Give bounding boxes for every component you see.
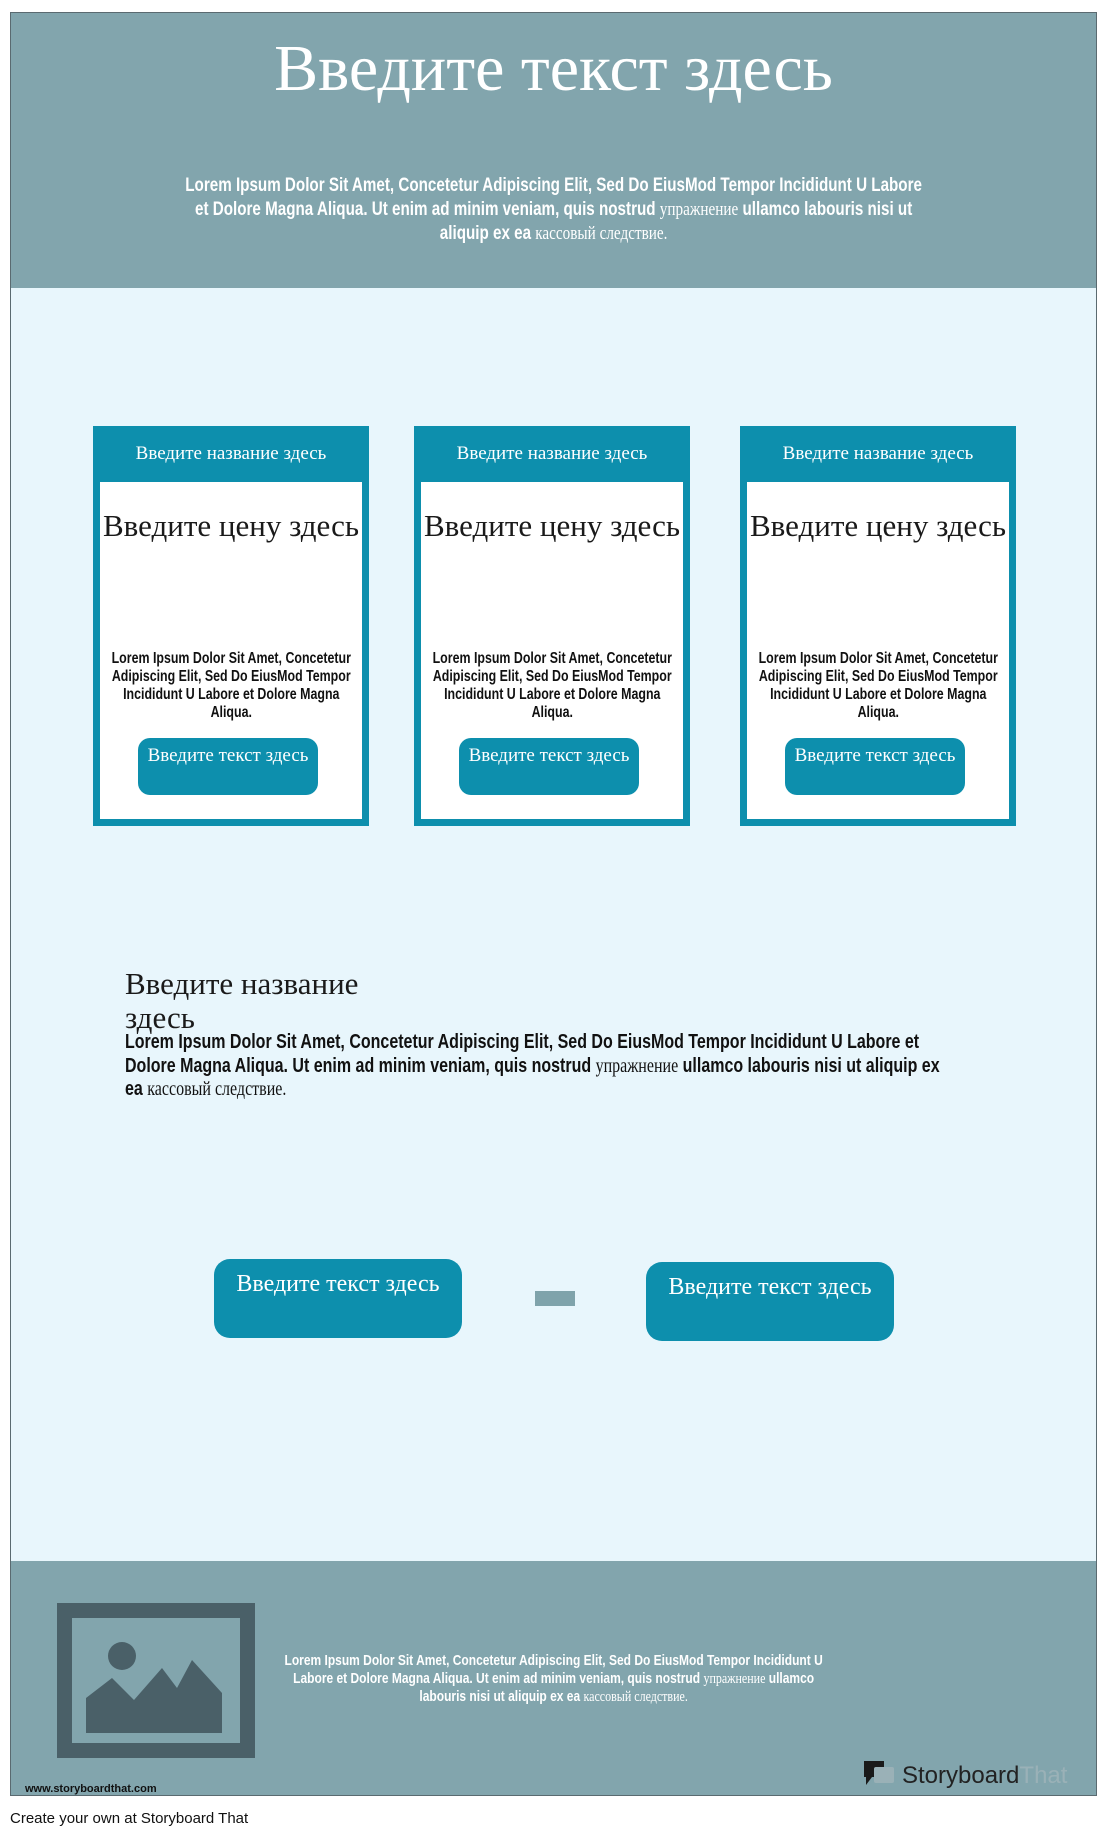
card-description: Lorem Ipsum Dolor Sit Amet, Concetetur Adipiscing Elit, Sed Do EiusMod Tempor Incididunt U Labore et Dolore Magna Aliqua. [758, 650, 998, 721]
header-subtitle-bold-2: ullamco labouris nisi ut aliquip ex ea [439, 199, 913, 244]
card-price: Введите цену здесь [103, 508, 359, 543]
header-subtitle-bold-1: Lorem Ipsum Dolor Sit Amet, Concetetur Adipiscing Elit, Sed Do EiusMod Tempor Incididunt U Labore et Dolore Magna Aliqua. Ut enim ad minim veniam, quis nostrud [185, 175, 922, 220]
section-body [125, 1031, 985, 1102]
card-button[interactable]: Введите текст здесь [785, 738, 965, 795]
card-title: Введите название здесь [93, 426, 369, 482]
card-description: Lorem Ipsum Dolor Sit Amet, Concetetur Adipiscing Elit, Sed Do EiusMod Tempor Incididunt U Labore et Dolore Magna Aliqua. [111, 650, 351, 721]
card-description: Lorem Ipsum Dolor Sit Amet, Concetetur Adipiscing Elit, Sed Do EiusMod Tempor Incididunt U Labore et Dolore Magna Aliqua. [432, 650, 672, 721]
pricing-card-3 [740, 426, 1016, 826]
image-placeholder-icon [57, 1603, 255, 1758]
footer-text [281, 1652, 826, 1706]
site-url[interactable]: www.storyboardthat.com [25, 1783, 157, 1795]
header-banner [11, 13, 1096, 288]
card-price: Введите цену здесь [424, 508, 680, 543]
footer-banner [11, 1561, 1096, 1796]
brand-suffix: That [1019, 1762, 1068, 1789]
header-subtitle-plain-2: кассовый следствие. [535, 223, 668, 244]
right-cta-button[interactable]: Введите текст здесь [646, 1262, 894, 1341]
storyboard-logo[interactable] [862, 1759, 1067, 1793]
footer-text-plain-2: кассовый следствие. [583, 1689, 688, 1705]
pricing-card-1 [93, 426, 369, 826]
card-button[interactable]: Введите текст здесь [459, 738, 639, 795]
brand-name: Storyboard [902, 1762, 1020, 1789]
footer-text-bold-1: Lorem Ipsum Dolor Sit Amet, Concetetur Adipiscing Elit, Sed Do EiusMod Tempor Incididunt U Labore et Dolore Magna Aliqua. Ut enim ad minim veniam, quis nostrud [284, 1652, 823, 1687]
card-button[interactable]: Введите текст здесь [138, 738, 318, 795]
card-title: Введите название здесь [740, 426, 1016, 482]
pricing-card-2 [414, 426, 690, 826]
dash-separator [535, 1291, 575, 1306]
speech-bubble-logo-icon [862, 1759, 896, 1794]
header-subtitle [181, 174, 926, 246]
card-price: Введите цену здесь [750, 508, 1006, 543]
create-caption[interactable]: Create your own at Storyboard That [10, 1810, 249, 1827]
card-title: Введите название здесь [414, 426, 690, 482]
section-body-plain-2: кассовый следствие. [147, 1078, 287, 1100]
header-subtitle-plain-1: упражнение [659, 199, 739, 220]
poster-frame [10, 12, 1097, 1796]
section-title: Введите название здесь [125, 966, 359, 1035]
footer-text-bold-2: ullamco labouris nisi ut aliquip ex ea [419, 1670, 814, 1705]
section-body-plain-1: упражнение [595, 1054, 679, 1077]
section-body-bold-1: Lorem Ipsum Dolor Sit Amet, Concetetur Adipiscing Elit, Sed Do EiusMod Tempor Incididunt U Labore et Dolore Magna Aliqua. Ut enim ad minim veniam, quis nostrud [125, 1031, 920, 1077]
left-cta-button[interactable]: Введите текст здесь [214, 1259, 462, 1338]
section-body-bold-2: ullamco labouris nisi ut aliquip ex ea [125, 1054, 940, 1100]
page-title: Введите текст здесь [274, 32, 833, 105]
footer-text-plain-1: упражнение [703, 1671, 766, 1687]
